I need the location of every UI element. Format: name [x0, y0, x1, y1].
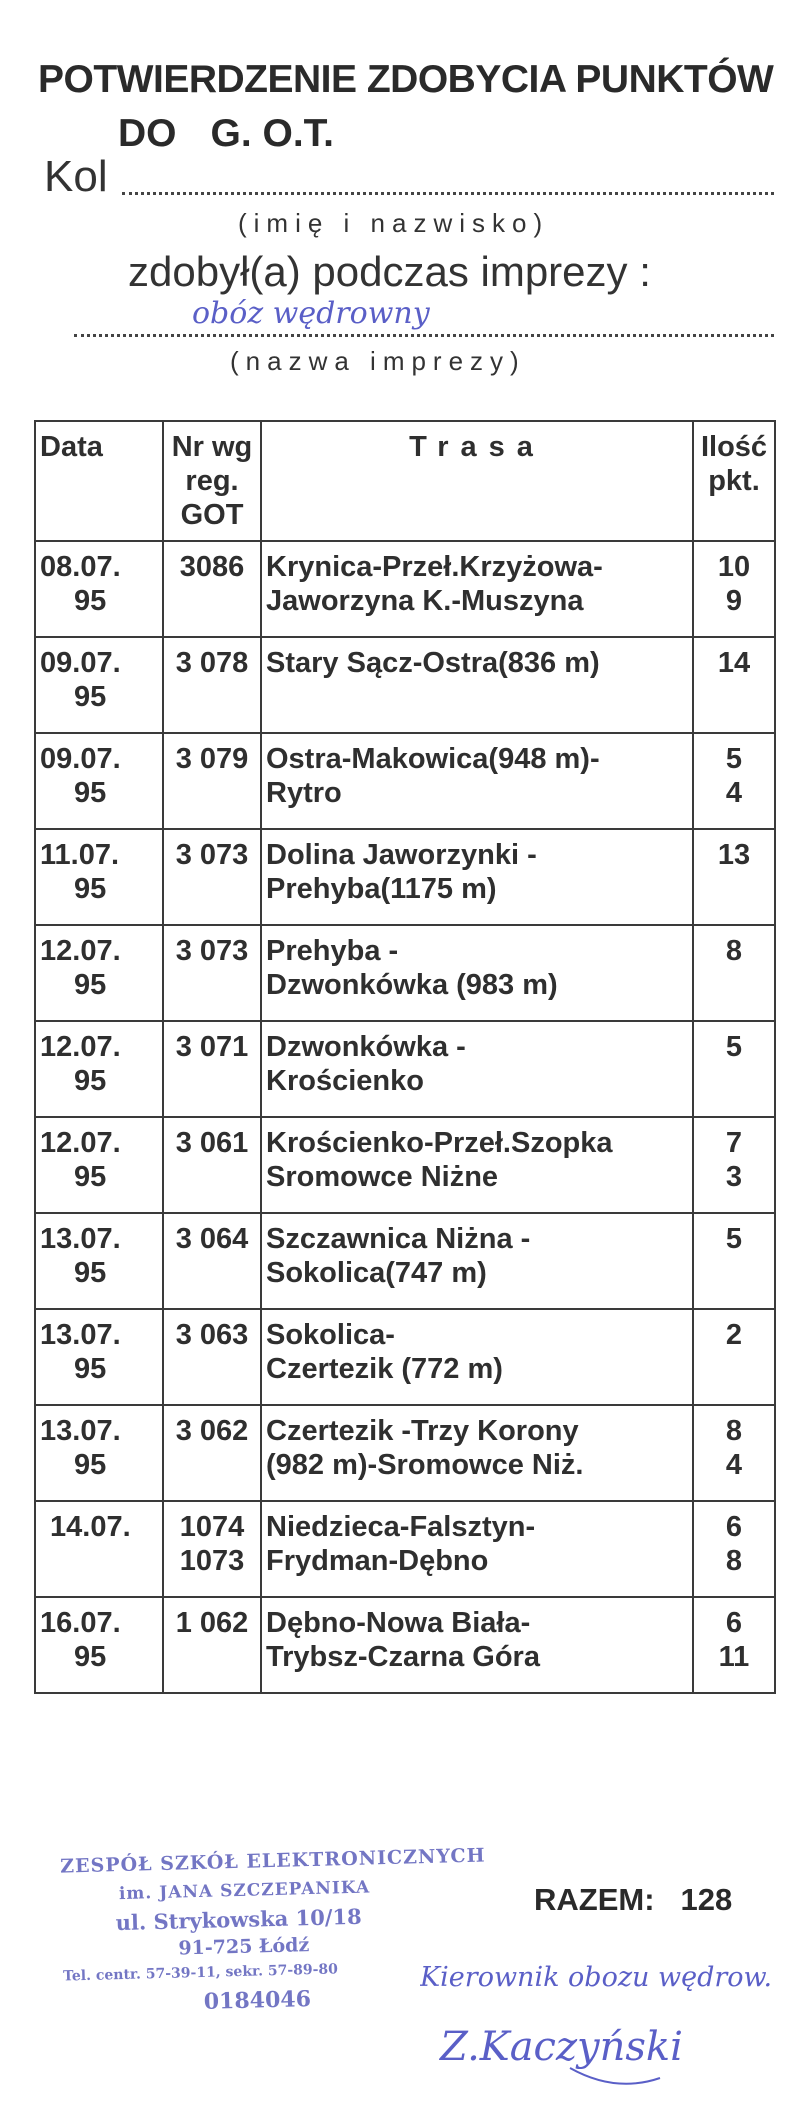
signature-drawing — [420, 1950, 790, 2100]
cell-points: 10 9 — [693, 541, 775, 637]
table-row — [35, 637, 775, 733]
cell-date — [35, 1597, 163, 1693]
cell-date — [35, 1405, 163, 1501]
stamp-line2: im. JANA SZCZEPANIKA — [118, 1877, 371, 1905]
cell-points: 5 4 — [693, 733, 775, 829]
cell-nr: 3 078 — [163, 637, 261, 733]
event-caption: (nazwa imprezy) — [230, 346, 526, 376]
cell-date — [35, 1117, 163, 1213]
cell-nr: 1 062 — [163, 1597, 261, 1693]
cell-points: 2 — [693, 1309, 775, 1405]
name-dotted-line — [122, 192, 774, 195]
cell-points: 6 8 — [693, 1501, 775, 1597]
header-pkt-line2: pkt. — [708, 465, 760, 497]
date-line1: 16.07. — [40, 1607, 121, 1639]
stamp-line1: ZESPÓŁ SZKÓŁ ELEKTRONICZNYCH — [59, 1844, 486, 1878]
cell-trasa: Dębno-Nowa Biała- Trybsz-Czarna Góra — [261, 1597, 693, 1693]
header-nr-line1: Nr wg — [171, 431, 253, 463]
date-line2: 95 — [74, 1353, 107, 1385]
date-line2: 95 — [74, 969, 107, 1001]
total-value: 128 — [680, 1882, 733, 1917]
date-line2: 95 — [74, 873, 107, 905]
date-line2: 95 — [74, 1641, 107, 1673]
table-header-row — [35, 421, 775, 541]
date-line2: 95 — [74, 1161, 107, 1193]
header-nr-line3: GOT — [180, 499, 244, 531]
table-row — [35, 925, 775, 1021]
cell-points: 13 — [693, 829, 775, 925]
cell-trasa: Prehyba - Dzwonkówka (983 m) — [261, 925, 693, 1021]
date-line1: 14.07. — [50, 1511, 131, 1543]
document-title: POTWIERDZENIE ZDOBYCIA PUNKTÓW — [38, 58, 774, 101]
cell-trasa: Niedzieca-Falsztyn- Frydman-Dębno — [261, 1501, 693, 1597]
subtitle-got: G. O.T. — [210, 112, 335, 155]
cell-trasa: Dzwonkówka - Krościenko — [261, 1021, 693, 1117]
event-dotted-line — [74, 334, 774, 337]
total-label: RAZEM: — [534, 1882, 655, 1917]
cell-trasa: Szczawnica Niżna - Sokolica(747 m) — [261, 1213, 693, 1309]
table-row — [35, 541, 775, 637]
name-field — [44, 152, 774, 202]
date-line1: 12.07. — [40, 1031, 121, 1063]
table-row — [35, 1405, 775, 1501]
cell-nr: 3 064 — [163, 1213, 261, 1309]
date-line1: 13.07. — [40, 1415, 121, 1447]
stamp-line3: ul. Strykowska 10/18 — [115, 1903, 363, 1936]
date-line1: 08.07. — [40, 551, 121, 583]
signature-name-text: Z.Kaczyński — [440, 2024, 683, 2070]
cell-date — [35, 925, 163, 1021]
stamp-line4: 91-725 Łódź — [178, 1934, 310, 1960]
cell-trasa: Dolina Jaworzynki - Prehyba(1175 m) — [261, 829, 693, 925]
cell-points: 5 — [693, 1021, 775, 1117]
cell-date — [35, 541, 163, 637]
cell-nr: 3 063 — [163, 1309, 261, 1405]
cell-date — [35, 1021, 163, 1117]
cell-date — [35, 1501, 163, 1597]
event-name-handwritten: obóz wędrowny — [192, 296, 430, 331]
cell-trasa: Krynica-Przeł.Krzyżowa- Jaworzyna K.-Muszyna — [261, 541, 693, 637]
date-line2: 95 — [74, 1449, 107, 1481]
table-row — [35, 733, 775, 829]
date-line2: 95 — [74, 1257, 107, 1289]
header-nr-got — [163, 421, 261, 541]
document-subtitle — [118, 112, 334, 156]
table-row — [35, 829, 775, 925]
table-row — [35, 1021, 775, 1117]
header-pkt-line1: Ilość — [700, 431, 768, 463]
cell-trasa: Sokolica- Czertezik (772 m) — [261, 1309, 693, 1405]
cell-date — [35, 733, 163, 829]
cell-nr: 3 061 — [163, 1117, 261, 1213]
points-table — [34, 420, 776, 1694]
header-nr-line2: reg. — [185, 465, 239, 497]
date-line2: 95 — [74, 1065, 107, 1097]
cell-points: 8 — [693, 925, 775, 1021]
signature-flourish — [570, 2068, 660, 2084]
cell-nr: 1074 1073 — [163, 1501, 261, 1597]
stamp-line6: 0184046 — [203, 1986, 312, 2015]
cell-trasa: Stary Sącz-Ostra(836 m) — [261, 637, 693, 733]
date-line1: 12.07. — [40, 935, 121, 967]
date-line2: 95 — [74, 777, 107, 809]
leader-signature — [420, 1950, 790, 2105]
table-row — [35, 1309, 775, 1405]
cell-points: 7 3 — [693, 1117, 775, 1213]
stamp-line5: Tel. centr. 57-39-11, sekr. 57-89-80 — [62, 1961, 339, 1985]
cell-points: 5 — [693, 1213, 775, 1309]
cell-date — [35, 637, 163, 733]
cell-nr: 3 079 — [163, 733, 261, 829]
event-prompt: zdobył(a) podczas imprezy : — [128, 248, 651, 295]
signature-role-text: Kierownik obozu wędrow. — [420, 1962, 773, 1993]
cell-points: 8 4 — [693, 1405, 775, 1501]
subtitle-prefix: DO — [118, 112, 177, 155]
header-points — [693, 421, 775, 541]
cell-trasa: Krościenko-Przeł.Szopka Sromowce Niżne — [261, 1117, 693, 1213]
table-row — [35, 1597, 775, 1693]
cell-nr: 3 062 — [163, 1405, 261, 1501]
cell-nr: 3 071 — [163, 1021, 261, 1117]
cell-nr: 3086 — [163, 541, 261, 637]
date-line1: 09.07. — [40, 647, 121, 679]
date-line1: 11.07. — [40, 839, 120, 871]
date-line2: 95 — [74, 681, 107, 713]
date-line1: 09.07. — [40, 743, 121, 775]
table-row — [35, 1213, 775, 1309]
kol-label: Kol — [44, 152, 108, 201]
table-row — [35, 1501, 775, 1597]
header-trasa: Trasa — [261, 421, 693, 541]
date-line2: 95 — [74, 585, 107, 617]
cell-nr: 3 073 — [163, 925, 261, 1021]
cell-date — [35, 1213, 163, 1309]
cell-points: 14 — [693, 637, 775, 733]
date-line1: 13.07. — [40, 1223, 121, 1255]
total-row — [534, 1882, 732, 1918]
cell-date — [35, 829, 163, 925]
table-row — [35, 1117, 775, 1213]
cell-nr: 3 073 — [163, 829, 261, 925]
date-line1: 13.07. — [40, 1319, 121, 1351]
cell-date — [35, 1309, 163, 1405]
date-line1: 12.07. — [40, 1127, 121, 1159]
cell-trasa: Ostra-Makowica(948 m)- Rytro — [261, 733, 693, 829]
cell-trasa: Czertezik -Trzy Korony (982 m)-Sromowce Niż. — [261, 1405, 693, 1501]
header-date: Data — [35, 421, 163, 541]
cell-points: 6 11 — [693, 1597, 775, 1693]
name-caption: (imię i nazwisko) — [238, 208, 550, 238]
